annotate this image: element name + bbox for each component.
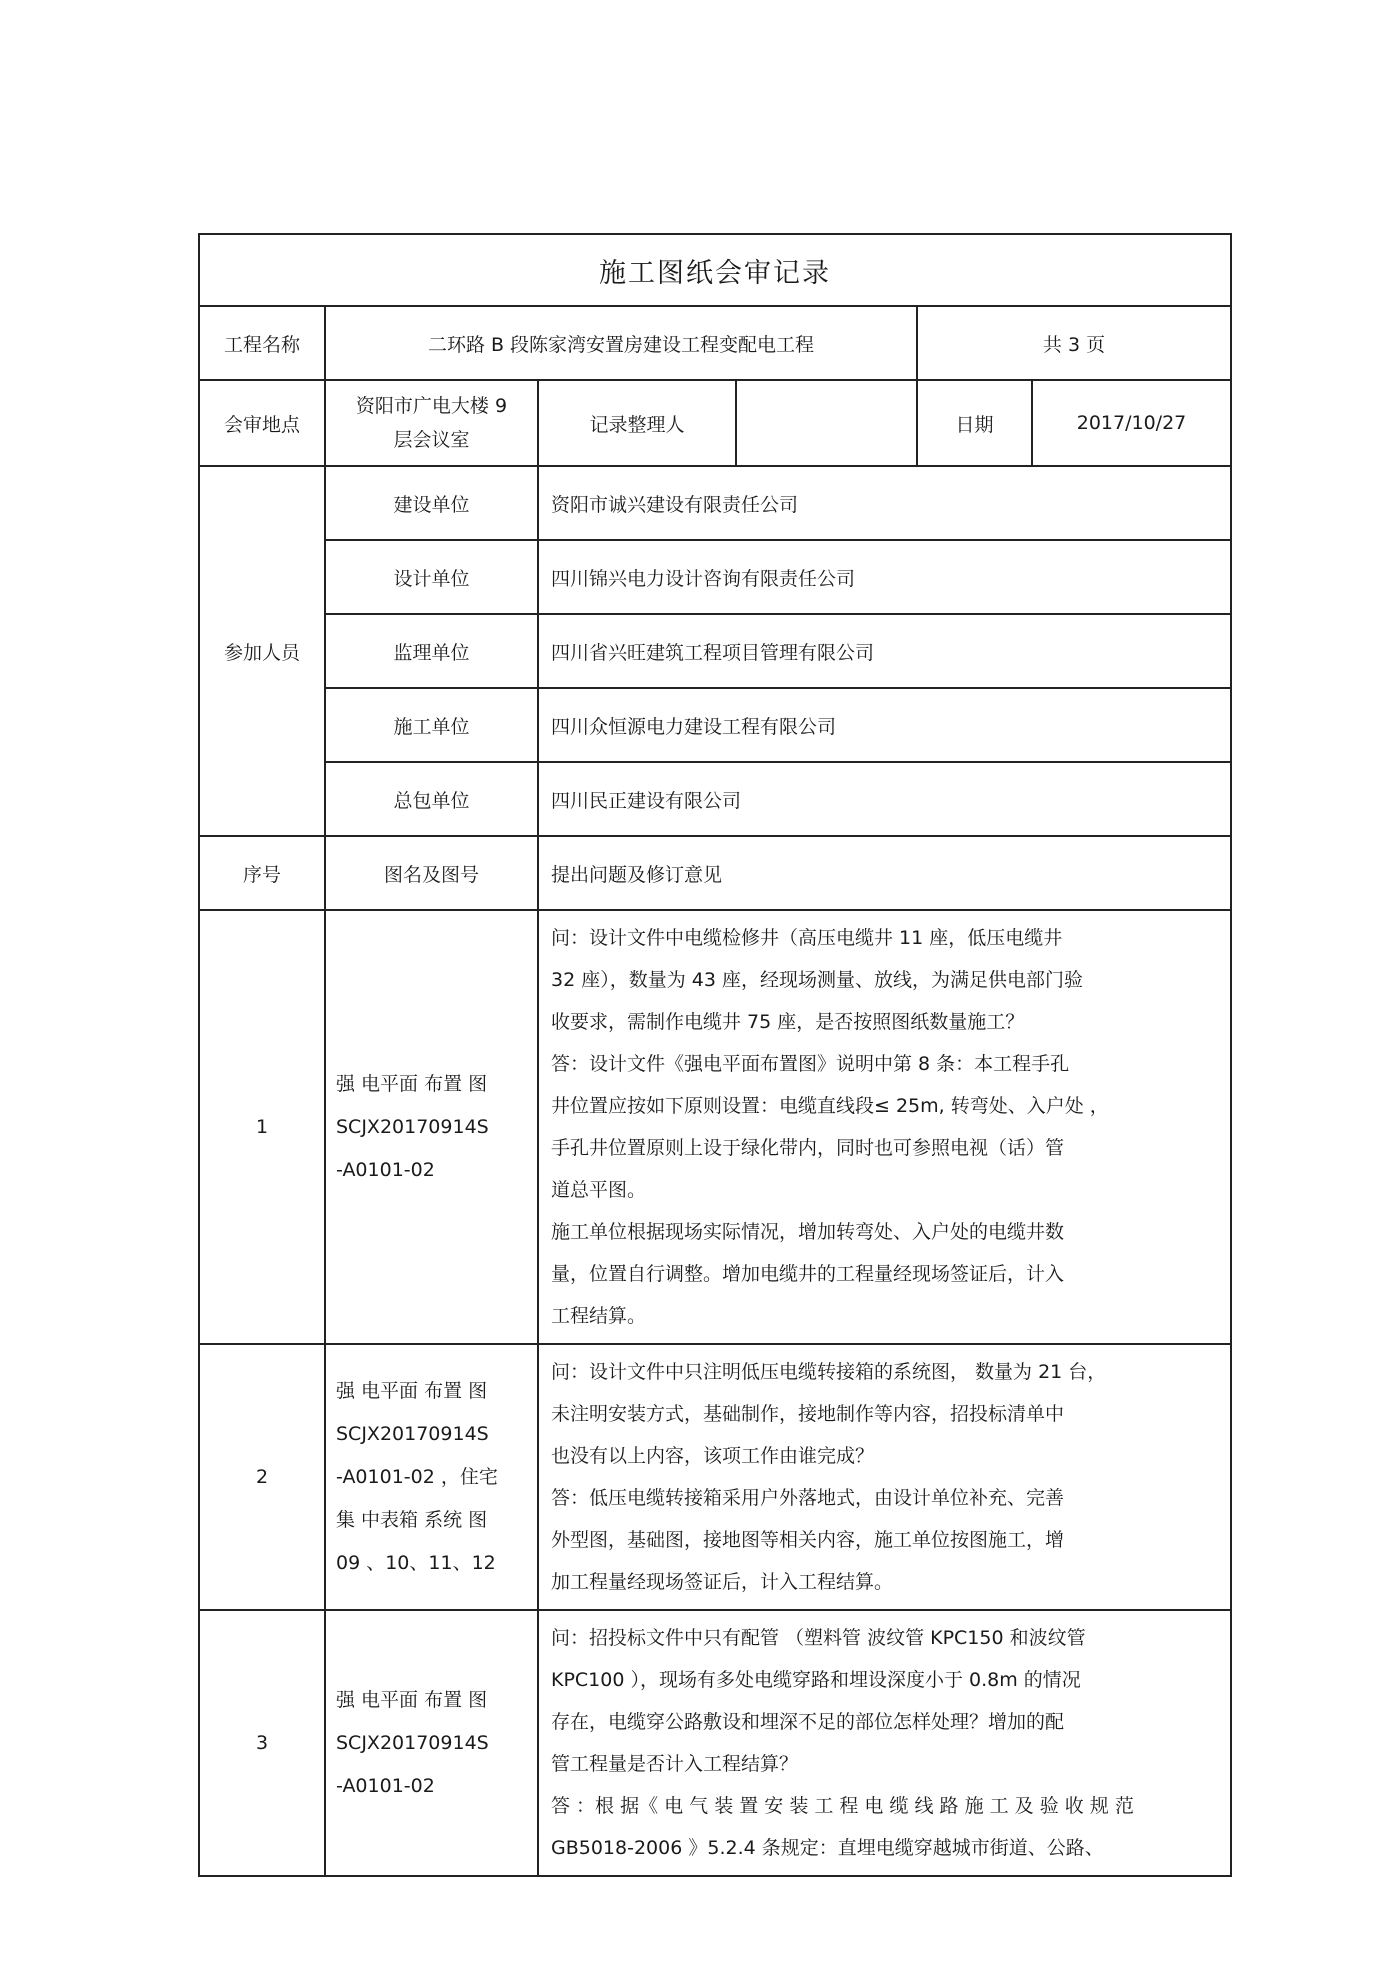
participant-org: 四川民正建设有限公司 (538, 762, 1231, 836)
recorder-label: 记录整理人 (538, 380, 736, 466)
location-line-2: 层会议室 (393, 429, 470, 451)
header-drawing: 图名及图号 (325, 836, 538, 910)
issue-line: 答 ：根 据《 电 气 装 置 安 装 工 程 电 缆 线 路 施 工 及 验 收 规 范 (551, 1795, 1134, 1817)
item-issue (538, 1344, 1231, 1610)
item-no: 1 (199, 910, 325, 1344)
drawing-line: SCJX20170914S (336, 1422, 489, 1445)
date-value: 2017/10/27 (1032, 380, 1231, 466)
drawing-line: -A0101-02 (336, 1158, 435, 1181)
issue-line: 未注明安装方式，基础制作，接地制作等内容，招投标清单中 (551, 1403, 1065, 1425)
issue-line: 量，位置自行调整。增加电缆井的工程量经现场签证后，计入 (551, 1263, 1065, 1285)
item-issue (538, 1610, 1231, 1876)
project-name-label: 工程名称 (199, 306, 325, 380)
issue-line: 施工单位根据现场实际情况，增加转弯处、入户处的电缆井数 (551, 1221, 1065, 1243)
recorder-value (736, 380, 917, 466)
date-label: 日期 (917, 380, 1032, 466)
item-no: 2 (199, 1344, 325, 1610)
participant-role: 总包单位 (325, 762, 538, 836)
issue-line: 加工程量经现场签证后，计入工程结算。 (551, 1571, 894, 1593)
issue-line: 也没有以上内容，该项工作由谁完成？ (551, 1445, 875, 1467)
issue-line: 问：招投标文件中只有配管 （塑料管 波纹管 KPC150 和波纹管 (551, 1627, 1086, 1649)
drawing-line: -A0101-02 (336, 1774, 435, 1797)
participant-role: 施工单位 (325, 688, 538, 762)
drawing-line: SCJX20170914S (336, 1731, 489, 1754)
location-label: 会审地点 (199, 380, 325, 466)
project-name-value: 二环路 B 段陈家湾安置房建设工程变配电工程 (325, 306, 917, 380)
participant-org: 四川省兴旺建筑工程项目管理有限公司 (538, 614, 1231, 688)
issue-line: 手孔井位置原则上设于绿化带内，同时也可参照电视（话）管 (551, 1137, 1065, 1159)
issue-line: 答：低压电缆转接箱采用户外落地式，由设计单位补充、完善 (551, 1487, 1065, 1509)
participant-org: 资阳市诚兴建设有限责任公司 (538, 466, 1231, 540)
drawing-line: -A0101-02 ，住宅 (336, 1465, 498, 1488)
issue-line: 32 座），数量为 43 座，经现场测量、放线，为满足供电部门验 (551, 969, 1083, 991)
issue-line: 道总平图。 (551, 1179, 647, 1201)
drawing-line: 强 电平面 布置 图 (336, 1688, 488, 1711)
participants-label: 参加人员 (199, 466, 325, 836)
drawing-line: 09 、10、11、12 (336, 1551, 496, 1574)
issue-line: 答：设计文件《强电平面布置图》说明中第 8 条：本工程手孔 (551, 1053, 1070, 1075)
issue-line: KPC100 ），现场有多处电缆穿路和埋设深度小于 0.8m 的情况 (551, 1669, 1081, 1691)
item-drawing (325, 1610, 538, 1876)
drawing-line: 集 中表箱 系统 图 (336, 1508, 488, 1531)
issue-line: 存在，电缆穿公路敷设和埋深不足的部位怎样处理？增加的配 (551, 1711, 1065, 1733)
participant-role: 建设单位 (325, 466, 538, 540)
issue-line: 问：设计文件中电缆检修井（高压电缆井 11 座，低压电缆井 (551, 927, 1063, 949)
item-drawing (325, 910, 538, 1344)
participant-role: 监理单位 (325, 614, 538, 688)
location-line-1: 资阳市广电大楼 9 (355, 395, 508, 417)
drawing-line: SCJX20170914S (336, 1115, 489, 1138)
review-record-table (198, 233, 1232, 1877)
participant-role: 设计单位 (325, 540, 538, 614)
drawing-line: 强 电平面 布置 图 (336, 1379, 488, 1402)
issue-line: 井位置应按如下原则设置：电缆直线段≤ 25m, 转弯处、入户处 ， (551, 1095, 1109, 1117)
issue-line: 管工程量是否计入工程结算？ (551, 1753, 799, 1775)
issue-line: 外型图，基础图，接地图等相关内容，施工单位按图施工，增 (551, 1529, 1065, 1551)
issue-line: 问：设计文件中只注明低压电缆转接箱的系统图， 数量为 21 台， (551, 1361, 1107, 1383)
header-no: 序号 (199, 836, 325, 910)
item-issue (538, 910, 1231, 1344)
issue-line: 收要求，需制作电缆井 75 座，是否按照图纸数量施工？ (551, 1011, 1025, 1033)
page-count: 共 3 页 (917, 306, 1231, 380)
issue-line: 工程结算。 (551, 1305, 647, 1327)
participant-org: 四川众恒源电力建设工程有限公司 (538, 688, 1231, 762)
review-record-sheet (198, 233, 1230, 1877)
item-no: 3 (199, 1610, 325, 1876)
item-drawing (325, 1344, 538, 1610)
drawing-line: 强 电平面 布置 图 (336, 1072, 488, 1095)
header-issue: 提出问题及修订意见 (538, 836, 1231, 910)
participant-org: 四川锦兴电力设计咨询有限责任公司 (538, 540, 1231, 614)
issue-line: GB5018-2006 》5.2.4 条规定：直埋电缆穿越城市街道、公路、 (551, 1837, 1104, 1859)
page-title: 施工图纸会审记录 (199, 234, 1231, 306)
location-value (325, 380, 538, 466)
